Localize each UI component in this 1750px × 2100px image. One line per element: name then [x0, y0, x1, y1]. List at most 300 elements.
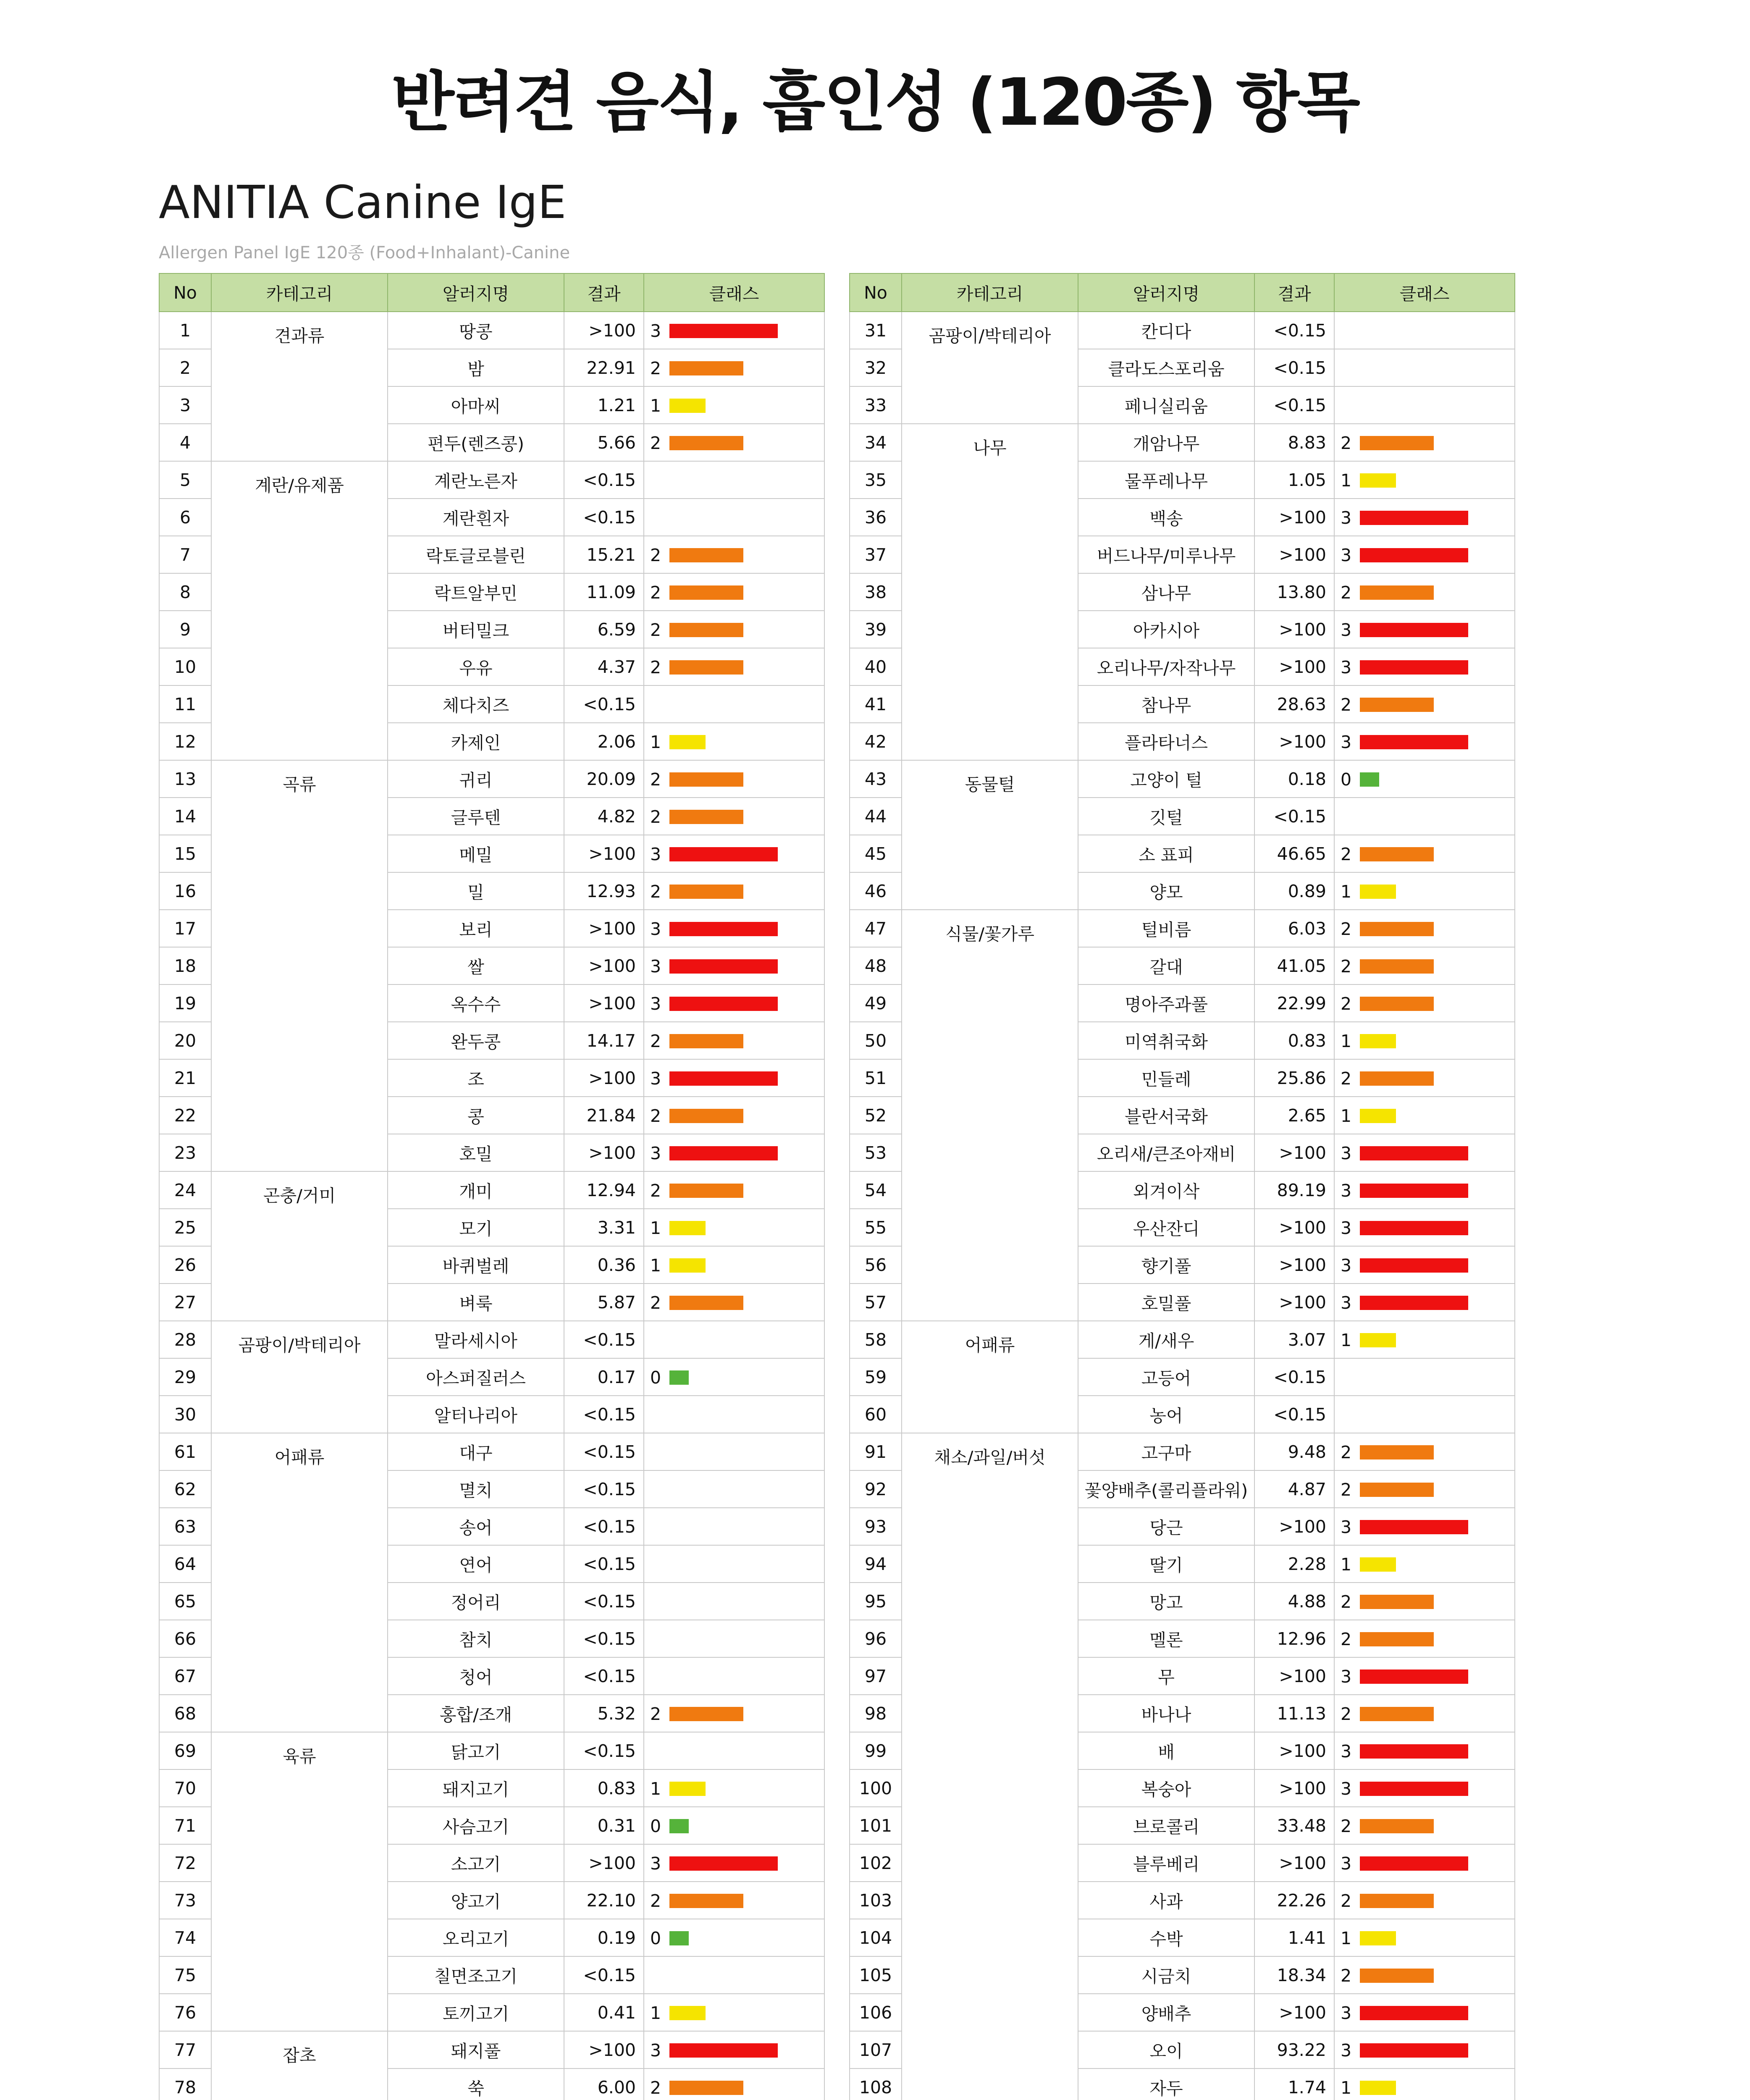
class-level-bar [669, 1221, 706, 1235]
class-number: 3 [650, 2040, 661, 2061]
result-value: 1.21 [564, 386, 644, 424]
row-number: 104 [850, 1919, 902, 1956]
class-cell [644, 1059, 824, 1097]
class-level-bar [669, 2081, 743, 2095]
row-number: 22 [159, 1097, 211, 1134]
allergen-name: 계란노른자 [388, 461, 564, 499]
class-cell [644, 1769, 824, 1807]
class-level-bar [1360, 1632, 1434, 1646]
class-number: 3 [650, 956, 661, 976]
result-value: <0.15 [564, 1396, 644, 1433]
result-value: 5.87 [564, 1284, 644, 1321]
result-value: >100 [1254, 611, 1334, 648]
class-level-bar [669, 1856, 778, 1871]
row-number: 35 [850, 461, 902, 499]
class-level-bar [1360, 1296, 1468, 1310]
class-level-bar [669, 660, 743, 675]
class-number: 3 [650, 1068, 661, 1089]
result-value: >100 [564, 835, 644, 872]
page-title: 반려견 음식, 흡인성 (120종) 항목 [391, 64, 1359, 140]
class-cell [1334, 349, 1515, 386]
row-number: 16 [159, 872, 211, 910]
class-number: 2 [650, 583, 661, 603]
result-value: 1.05 [1254, 461, 1334, 499]
row-number: 70 [159, 1769, 211, 1807]
category-cell: 잡초 [211, 2031, 388, 2100]
class-level-bar [1360, 922, 1434, 936]
class-number: 1 [1341, 1330, 1352, 1350]
class-cell [1334, 1844, 1515, 1882]
row-number: 33 [850, 386, 902, 424]
class-cell [644, 1358, 824, 1396]
result-value: >100 [1254, 1246, 1334, 1284]
class-number: 1 [1341, 1106, 1352, 1126]
class-level-bar [1360, 1782, 1468, 1796]
class-level-bar [1360, 660, 1468, 675]
class-level-bar [669, 1146, 778, 1160]
class-cell [1334, 1545, 1515, 1583]
allergen-name: 무 [1078, 1657, 1254, 1695]
class-level-bar [1360, 1333, 1396, 1347]
result-value: >100 [564, 312, 644, 349]
class-cell [1334, 1396, 1515, 1433]
allergen-name: 돼지고기 [388, 1769, 564, 1807]
result-value: <0.15 [1254, 386, 1334, 424]
class-number: 2 [1341, 1442, 1352, 1462]
class-cell [644, 760, 824, 798]
result-value: 2.06 [564, 723, 644, 760]
class-number: 2 [650, 1891, 661, 1911]
class-number: 1 [1341, 2078, 1352, 2098]
row-number: 62 [159, 1470, 211, 1508]
row-number: 56 [850, 1246, 902, 1284]
row-number: 106 [850, 1994, 902, 2031]
class-cell [644, 1171, 824, 1209]
class-number: 2 [1341, 994, 1352, 1014]
result-value: >100 [564, 947, 644, 984]
class-level-bar [669, 847, 778, 861]
class-level-bar [669, 399, 706, 413]
class-cell [644, 723, 824, 760]
row-number: 69 [159, 1732, 211, 1769]
class-cell [644, 386, 824, 424]
class-cell [644, 1732, 824, 1769]
row-number: 14 [159, 798, 211, 835]
class-number: 3 [650, 1853, 661, 1874]
allergen-name: 돼지풀 [388, 2031, 564, 2068]
result-value: <0.15 [564, 1620, 644, 1657]
result-value: 4.82 [564, 798, 644, 835]
result-value: 22.91 [564, 349, 644, 386]
row-number: 105 [850, 1956, 902, 1994]
class-number: 3 [650, 321, 661, 341]
header-allergen: 알러지명 [1078, 273, 1254, 312]
row-number: 50 [850, 1022, 902, 1059]
allergen-name: 자두 [1078, 2068, 1254, 2100]
row-number: 30 [159, 1396, 211, 1433]
class-cell [1334, 611, 1515, 648]
allergen-name: 외겨이삭 [1078, 1171, 1254, 1209]
class-level-bar [1360, 2081, 1396, 2095]
class-level-bar [669, 623, 743, 637]
category-cell: 식물/꽃가루 [902, 910, 1078, 1321]
row-number: 107 [850, 2031, 902, 2068]
result-value: <0.15 [564, 1470, 644, 1508]
allergen-name: 카제인 [388, 723, 564, 760]
result-value: <0.15 [1254, 312, 1334, 349]
class-level-bar [1360, 772, 1379, 787]
class-cell [1334, 1732, 1515, 1769]
class-cell [644, 1956, 824, 1994]
class-number: 3 [1341, 1517, 1352, 1537]
class-number: 0 [650, 1368, 661, 1388]
row-number: 20 [159, 1022, 211, 1059]
class-level-bar [1360, 1034, 1396, 1048]
row-number: 94 [850, 1545, 902, 1583]
class-number: 1 [650, 396, 661, 416]
class-cell [1334, 648, 1515, 685]
class-number: 3 [1341, 1181, 1352, 1201]
class-number: 0 [650, 1928, 661, 1948]
result-value: >100 [1254, 1508, 1334, 1545]
allergen-name: 오리나무/자작나무 [1078, 648, 1254, 685]
result-value: 22.10 [564, 1882, 644, 1919]
allergen-name: 백송 [1078, 499, 1254, 536]
class-number: 1 [650, 1779, 661, 1799]
row-number: 36 [850, 499, 902, 536]
class-level-bar [1360, 1557, 1396, 1572]
class-cell [1334, 1171, 1515, 1209]
row-number: 42 [850, 723, 902, 760]
class-number: 1 [1341, 470, 1352, 491]
allergen-name: 버터밀크 [388, 611, 564, 648]
class-cell [1334, 1657, 1515, 1695]
allergen-name: 땅콩 [388, 312, 564, 349]
category-cell: 동물털 [902, 760, 1078, 910]
class-number: 1 [650, 2003, 661, 2023]
result-value: <0.15 [564, 1433, 644, 1470]
allergen-name: 털비름 [1078, 910, 1254, 947]
class-cell [644, 1695, 824, 1732]
allergen-name: 개암나무 [1078, 424, 1254, 461]
class-number: 2 [1341, 919, 1352, 939]
row-number: 98 [850, 1695, 902, 1732]
class-number: 1 [650, 732, 661, 752]
class-number: 2 [650, 620, 661, 640]
result-value: 28.63 [1254, 685, 1334, 723]
row-number: 29 [159, 1358, 211, 1396]
row-number: 8 [159, 573, 211, 611]
row-number: 61 [159, 1433, 211, 1470]
allergen-name: 사슴고기 [388, 1807, 564, 1844]
class-level-bar [669, 1782, 706, 1796]
class-number: 1 [1341, 1928, 1352, 1948]
allergen-name: 닭고기 [388, 1732, 564, 1769]
result-value: 0.36 [564, 1246, 644, 1284]
row-number: 15 [159, 835, 211, 872]
class-level-bar [669, 1034, 743, 1048]
row-number: 32 [850, 349, 902, 386]
allergen-name: 고등어 [1078, 1358, 1254, 1396]
class-level-bar [1360, 997, 1434, 1011]
result-value: 1.74 [1254, 2068, 1334, 2100]
class-level-bar [669, 1296, 743, 1310]
class-number: 2 [650, 769, 661, 790]
header-category: 카테고리 [902, 273, 1078, 312]
allergen-name: 갈대 [1078, 947, 1254, 984]
category-cell: 견과류 [211, 312, 388, 461]
class-number: 2 [1341, 1704, 1352, 1724]
class-level-bar [1360, 473, 1396, 488]
row-number: 39 [850, 611, 902, 648]
class-cell [1334, 1620, 1515, 1657]
result-value: 4.87 [1254, 1470, 1334, 1508]
class-cell [644, 2031, 824, 2068]
class-level-bar [669, 922, 778, 936]
result-value: 3.07 [1254, 1321, 1334, 1358]
row-number: 45 [850, 835, 902, 872]
allergen-name: 클라도스포리움 [1078, 349, 1254, 386]
row-number: 59 [850, 1358, 902, 1396]
result-value: >100 [564, 984, 644, 1022]
allergen-name: 향기풀 [1078, 1246, 1254, 1284]
class-level-bar [1360, 1445, 1434, 1460]
allergen-table-1 [159, 273, 825, 2100]
class-cell [1334, 872, 1515, 910]
class-level-bar [669, 1071, 778, 1086]
row-number: 76 [159, 1994, 211, 2031]
class-level-bar [1360, 1856, 1468, 1871]
allergen-name: 물푸레나무 [1078, 461, 1254, 499]
class-number: 3 [1341, 1779, 1352, 1799]
class-cell [644, 648, 824, 685]
class-cell [644, 424, 824, 461]
allergen-name: 게/새우 [1078, 1321, 1254, 1358]
class-cell [1334, 1433, 1515, 1470]
result-value: 11.13 [1254, 1695, 1334, 1732]
class-level-bar [669, 885, 743, 899]
class-number: 2 [650, 358, 661, 378]
class-number: 2 [650, 1106, 661, 1126]
allergen-name: 양모 [1078, 872, 1254, 910]
result-value: 9.48 [1254, 1433, 1334, 1470]
allergen-name: 칸디다 [1078, 312, 1254, 349]
class-cell [644, 1433, 824, 1470]
table-row [850, 1321, 1515, 1358]
class-cell [644, 1994, 824, 2031]
class-level-bar [1360, 1931, 1396, 1945]
class-cell [1334, 312, 1515, 349]
class-cell [644, 1508, 824, 1545]
allergen-name: 대구 [388, 1433, 564, 1470]
row-number: 103 [850, 1882, 902, 1919]
header-class: 클래스 [644, 273, 824, 312]
row-number: 47 [850, 910, 902, 947]
class-level-bar [1360, 1258, 1468, 1273]
class-number: 3 [650, 844, 661, 864]
allergen-name: 아스퍼질러스 [388, 1358, 564, 1396]
allergen-name: 농어 [1078, 1396, 1254, 1433]
class-level-bar [669, 585, 743, 600]
allergen-name: 송어 [388, 1508, 564, 1545]
class-number: 2 [650, 882, 661, 902]
allergen-name: 플라타너스 [1078, 723, 1254, 760]
row-number: 11 [159, 685, 211, 723]
allergen-name: 보리 [388, 910, 564, 947]
class-number: 2 [650, 545, 661, 565]
result-value: <0.15 [564, 1508, 644, 1545]
result-value: 4.88 [1254, 1583, 1334, 1620]
result-value: 6.00 [564, 2068, 644, 2100]
class-number: 2 [1341, 1966, 1352, 1986]
row-number: 97 [850, 1657, 902, 1695]
allergen-name: 배 [1078, 1732, 1254, 1769]
class-cell [644, 1284, 824, 1321]
table-row [850, 1433, 1515, 1470]
class-level-bar [1360, 1221, 1468, 1235]
allergen-name: 호밀풀 [1078, 1284, 1254, 1321]
category-cell: 계란/유제품 [211, 461, 388, 760]
row-number: 1 [159, 312, 211, 349]
result-value: >100 [1254, 1209, 1334, 1246]
allergen-name: 쑥 [388, 2068, 564, 2100]
class-number: 2 [650, 657, 661, 677]
row-number: 43 [850, 760, 902, 798]
table-row [159, 1732, 824, 1769]
class-level-bar [669, 772, 743, 787]
allergen-name: 고구마 [1078, 1433, 1254, 1470]
row-number: 9 [159, 611, 211, 648]
class-level-bar [669, 361, 743, 375]
class-level-bar [669, 735, 706, 749]
class-level-bar [1360, 2043, 1468, 2058]
class-cell [1334, 1994, 1515, 2031]
result-value: 0.89 [1254, 872, 1334, 910]
class-number: 3 [650, 919, 661, 939]
result-value: <0.15 [1254, 798, 1334, 835]
class-number: 1 [650, 1255, 661, 1276]
class-number: 3 [1341, 545, 1352, 565]
class-number: 2 [650, 2078, 661, 2098]
allergen-name: 말라세시아 [388, 1321, 564, 1358]
allergen-name: 버드나무/미루나무 [1078, 536, 1254, 573]
result-value: <0.15 [564, 1657, 644, 1695]
table-row [159, 2031, 824, 2068]
class-number: 3 [1341, 1143, 1352, 1163]
row-number: 41 [850, 685, 902, 723]
result-value: 6.59 [564, 611, 644, 648]
class-number: 3 [1341, 1293, 1352, 1313]
result-value: <0.15 [564, 499, 644, 536]
allergen-name: 편두(렌즈콩) [388, 424, 564, 461]
class-number: 3 [1341, 1255, 1352, 1276]
row-number: 2 [159, 349, 211, 386]
result-value: <0.15 [1254, 1396, 1334, 1433]
table-row [850, 910, 1515, 947]
row-number: 18 [159, 947, 211, 984]
allergen-name: 당근 [1078, 1508, 1254, 1545]
allergen-name: 완두콩 [388, 1022, 564, 1059]
result-value: 3.31 [564, 1209, 644, 1246]
class-level-bar [1360, 735, 1468, 749]
class-cell [1334, 1882, 1515, 1919]
class-level-bar [1360, 1483, 1434, 1497]
header-class: 클래스 [1334, 273, 1515, 312]
allergen-name: 오리새/큰조아재비 [1078, 1134, 1254, 1171]
row-number: 54 [850, 1171, 902, 1209]
class-number: 2 [650, 1181, 661, 1201]
row-number: 78 [159, 2068, 211, 2100]
class-number: 1 [650, 1218, 661, 1238]
table-header-row [850, 273, 1515, 312]
class-cell [1334, 1246, 1515, 1284]
class-cell [1334, 910, 1515, 947]
table-header-row [159, 273, 824, 312]
class-number: 2 [1341, 1068, 1352, 1089]
class-number: 2 [650, 433, 661, 453]
table-row [850, 424, 1515, 461]
class-cell [1334, 1956, 1515, 1994]
class-cell [1334, 1695, 1515, 1732]
row-number: 93 [850, 1508, 902, 1545]
allergen-table-2 [849, 273, 1515, 2100]
class-number: 3 [1341, 2040, 1352, 2061]
class-level-bar [669, 1258, 706, 1273]
class-number: 2 [1341, 695, 1352, 715]
class-cell [644, 984, 824, 1022]
class-level-bar [1360, 623, 1468, 637]
class-number: 3 [650, 1143, 661, 1163]
row-number: 73 [159, 1882, 211, 1919]
class-number: 3 [1341, 1853, 1352, 1874]
result-value: 0.83 [1254, 1022, 1334, 1059]
row-number: 12 [159, 723, 211, 760]
category-cell: 어패류 [902, 1321, 1078, 1433]
class-level-bar [669, 436, 743, 450]
allergen-name: 양배추 [1078, 1994, 1254, 2031]
allergen-name: 밀 [388, 872, 564, 910]
class-number: 2 [1341, 433, 1352, 453]
allergen-name: 블란서국화 [1078, 1097, 1254, 1134]
category-cell: 어패류 [211, 1433, 388, 1732]
category-cell: 육류 [211, 1732, 388, 2031]
class-cell [644, 1134, 824, 1171]
result-value: >100 [1254, 1657, 1334, 1695]
class-number: 2 [650, 1704, 661, 1724]
result-value: <0.15 [564, 461, 644, 499]
class-cell [644, 1919, 824, 1956]
class-cell [644, 312, 824, 349]
result-value: >100 [1254, 536, 1334, 573]
category-cell: 채소/과일/버섯 [902, 1433, 1078, 2100]
result-value: 41.05 [1254, 947, 1334, 984]
class-cell [1334, 1022, 1515, 1059]
class-level-bar [669, 1109, 743, 1123]
class-level-bar [669, 997, 778, 1011]
result-value: 12.96 [1254, 1620, 1334, 1657]
class-level-bar [1360, 698, 1434, 712]
result-value: >100 [1254, 723, 1334, 760]
class-cell [1334, 1097, 1515, 1134]
class-cell [1334, 2031, 1515, 2068]
class-cell [644, 349, 824, 386]
result-value: 11.09 [564, 573, 644, 611]
class-level-bar [669, 1894, 743, 1908]
result-value: 33.48 [1254, 1807, 1334, 1844]
result-value: 89.19 [1254, 1171, 1334, 1209]
class-cell [1334, 1919, 1515, 1956]
result-value: 12.94 [564, 1171, 644, 1209]
